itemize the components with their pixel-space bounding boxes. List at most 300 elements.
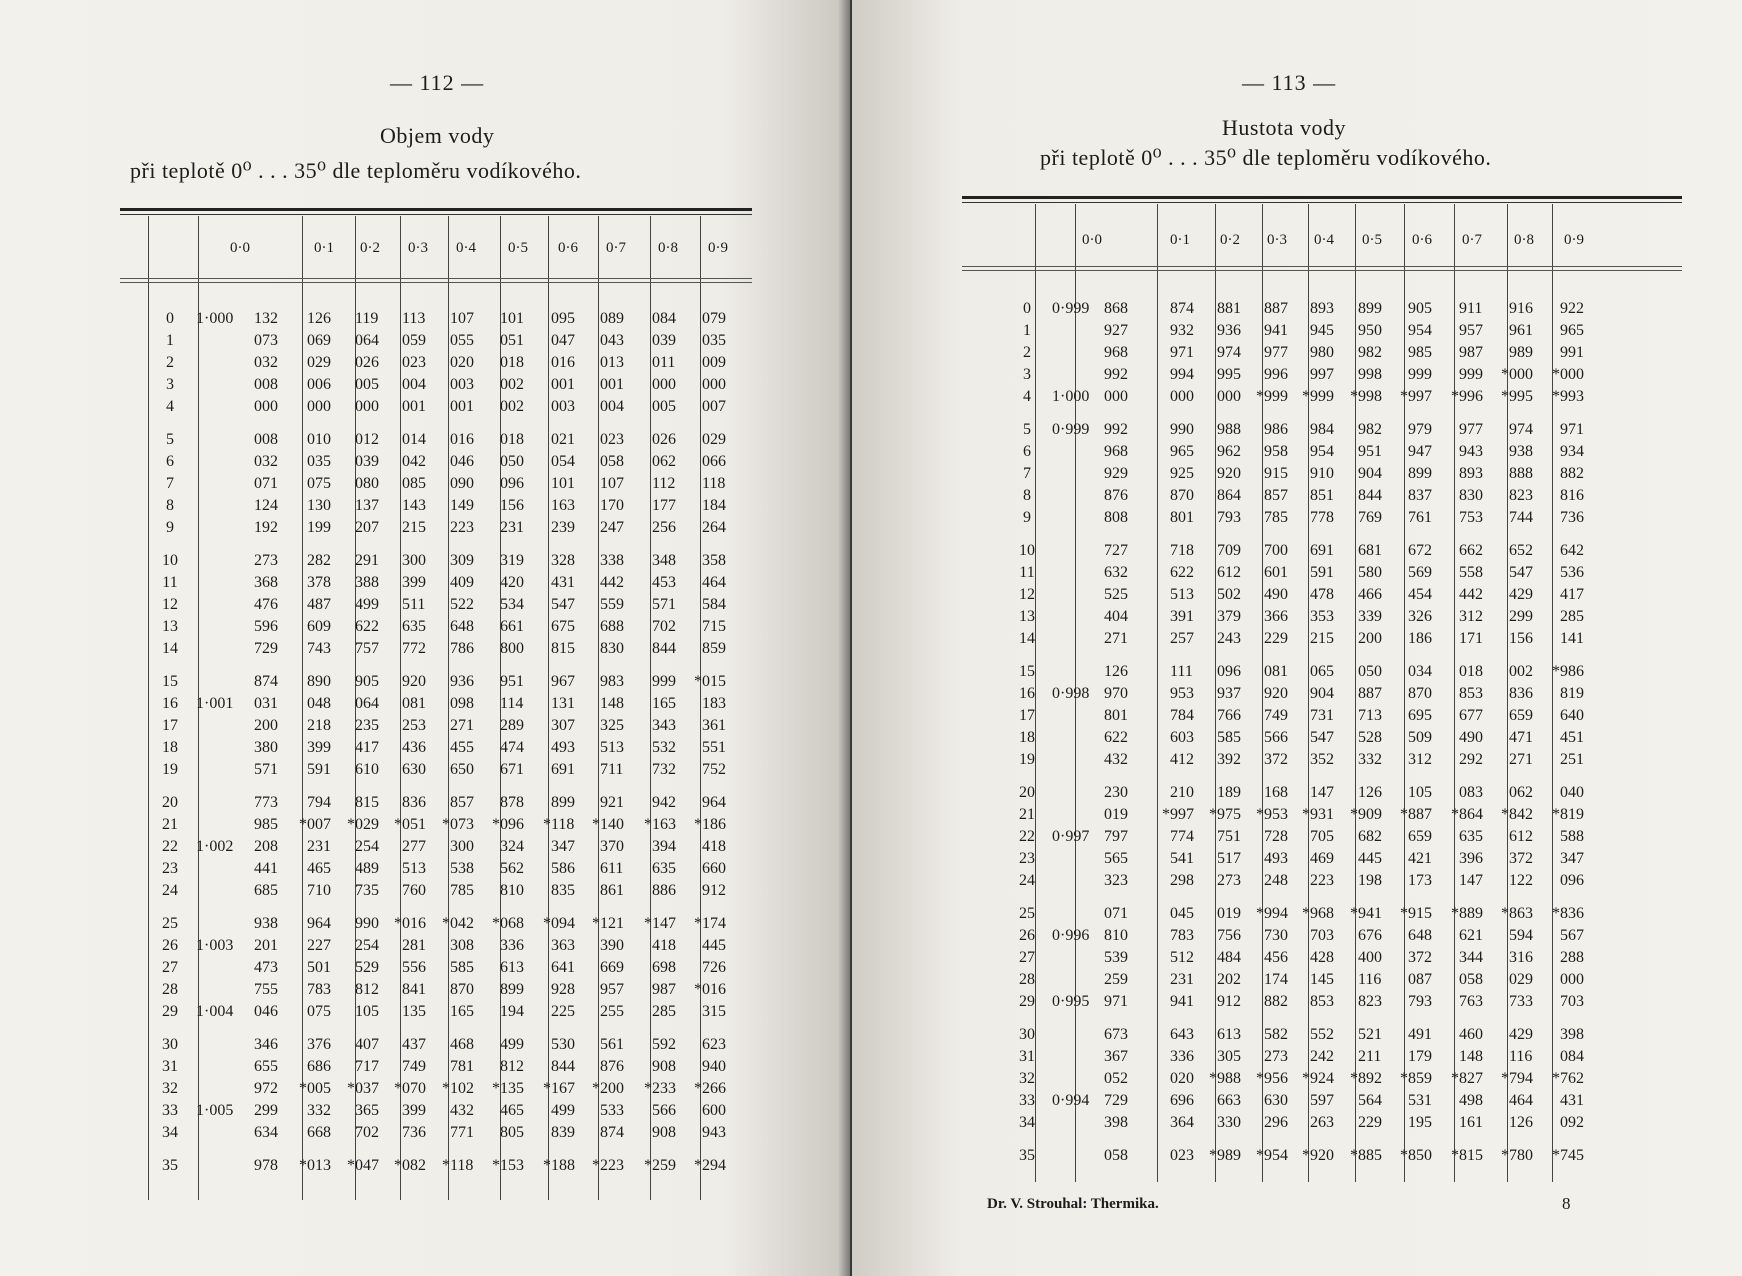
table-cell: 200 <box>1358 630 1382 647</box>
table-cell: 761 <box>1408 509 1432 526</box>
table-cell: 920 <box>1264 685 1288 702</box>
column-divider <box>400 216 401 1200</box>
table-cell: *047 <box>347 1157 379 1174</box>
table-cell: 844 <box>551 1058 575 1075</box>
table-cell: 312 <box>1459 608 1483 625</box>
table-cell: *931 <box>1302 806 1334 823</box>
table-cell: 876 <box>600 1058 624 1075</box>
table-cell: 999 <box>1408 366 1432 383</box>
table-cell: 453 <box>652 574 676 591</box>
table-cell: 783 <box>307 981 331 998</box>
table-cell: 623 <box>702 1036 726 1053</box>
table-cell: 592 <box>652 1036 676 1053</box>
table-cell: 211 <box>1358 1048 1382 1065</box>
left-page <box>0 0 850 1276</box>
header-divider <box>120 282 752 283</box>
table-cell: 254 <box>355 838 379 855</box>
table-cell: 594 <box>1509 927 1533 944</box>
table-cell: 749 <box>402 1058 426 1075</box>
table-cell: 571 <box>254 761 278 778</box>
table-cell: 528 <box>1358 729 1382 746</box>
table-cell: 147 <box>1310 784 1334 801</box>
column-header: 0·1 <box>1170 232 1190 248</box>
column-header: 0·4 <box>456 240 476 256</box>
table-cell: 870 <box>1170 487 1194 504</box>
table-cell: 075 <box>307 1003 331 1020</box>
table-cell: 000 <box>355 398 379 415</box>
table-cell: 451 <box>1560 729 1584 746</box>
table-cell: 940 <box>702 1058 726 1075</box>
table-cell: 591 <box>1310 564 1334 581</box>
table-cell: 016 <box>450 431 474 448</box>
table-cell: 064 <box>355 332 379 349</box>
table-cell: 530 <box>551 1036 575 1053</box>
table-cell: *920 <box>1302 1147 1334 1164</box>
table-cell: 912 <box>1217 993 1241 1010</box>
table-cell: 800 <box>500 640 524 657</box>
table-cell: 490 <box>1459 729 1483 746</box>
table-cell: 081 <box>402 695 426 712</box>
temperature-label: 4 <box>1023 388 1031 405</box>
table-cell: 023 <box>600 431 624 448</box>
table-cell: 841 <box>402 981 426 998</box>
temperature-label: 32 <box>1019 1070 1035 1087</box>
table-cell: 000 <box>307 398 331 415</box>
table-cell: 253 <box>402 717 426 734</box>
table-cell: 950 <box>1358 322 1382 339</box>
table-cell: 911 <box>1459 300 1483 317</box>
table-cell: *118 <box>442 1157 474 1174</box>
column-divider <box>1308 204 1309 1182</box>
table-cell: 032 <box>254 453 278 470</box>
table-cell: 534 <box>500 596 524 613</box>
column-divider <box>1262 204 1263 1182</box>
table-cell: 069 <box>307 332 331 349</box>
table-cell: 965 <box>1560 322 1584 339</box>
table-cell: *102 <box>442 1080 474 1097</box>
temperature-label: 19 <box>1019 751 1035 768</box>
table-cell: *745 <box>1552 1147 1584 1164</box>
table-cell: 305 <box>1217 1048 1241 1065</box>
right-page <box>852 0 1742 1276</box>
table-cell: 173 <box>1408 872 1432 889</box>
column-header: 0·7 <box>1462 232 1482 248</box>
table-cell: 635 <box>652 860 676 877</box>
table-cell: 242 <box>1310 1048 1334 1065</box>
table-cell: 887 <box>1264 300 1288 317</box>
table-cell: *924 <box>1302 1070 1334 1087</box>
top-rule <box>120 208 752 211</box>
table-cell: 819 <box>1560 685 1584 702</box>
table-cell: 815 <box>551 640 575 657</box>
table-cell: *013 <box>299 1157 331 1174</box>
table-cell: 442 <box>600 574 624 591</box>
table-cell: 347 <box>1560 850 1584 867</box>
table-cell: 752 <box>702 761 726 778</box>
table-cell: 090 <box>450 475 474 492</box>
temperature-label: 24 <box>1019 872 1035 889</box>
table-cell: 273 <box>1217 872 1241 889</box>
table-cell: 953 <box>1170 685 1194 702</box>
table-cell: 640 <box>1560 707 1584 724</box>
table-cell: 000 <box>1560 971 1584 988</box>
table-cell: *005 <box>299 1080 331 1097</box>
table-cell: 596 <box>254 618 278 635</box>
table-cell: 533 <box>600 1102 624 1119</box>
temperature-label: 33 <box>1019 1092 1035 1109</box>
integer-part: 1·001 <box>196 695 234 712</box>
temperature-label: 30 <box>1019 1026 1035 1043</box>
temperature-label: 35 <box>1019 1147 1035 1164</box>
temperature-label: 31 <box>162 1058 178 1075</box>
table-cell: 904 <box>1358 465 1382 482</box>
table-cell: 052 <box>1104 1070 1128 1087</box>
column-divider <box>448 216 449 1200</box>
column-header: 0·5 <box>508 240 528 256</box>
table-cell: 000 <box>652 376 676 393</box>
table-cell: 710 <box>307 882 331 899</box>
table-cell: 202 <box>1217 971 1241 988</box>
table-cell: 957 <box>600 981 624 998</box>
table-cell: 062 <box>652 453 676 470</box>
footer-author: Dr. V. Strouhal: Thermika. <box>987 1196 1159 1212</box>
table-cell: 471 <box>1509 729 1533 746</box>
table-cell: 165 <box>450 1003 474 1020</box>
table-cell: 659 <box>1509 707 1533 724</box>
table-cell: *956 <box>1256 1070 1288 1087</box>
table-cell: 421 <box>1408 850 1432 867</box>
table-cell: 223 <box>450 519 474 536</box>
table-cell: 961 <box>1509 322 1533 339</box>
table-cell: 992 <box>1104 366 1128 383</box>
page-number: — 113 — <box>1242 70 1337 95</box>
table-cell: 087 <box>1408 971 1432 988</box>
column-header: 0·2 <box>360 240 380 256</box>
table-cell: *015 <box>694 673 726 690</box>
table-cell: 998 <box>1358 366 1382 383</box>
table-cell: 700 <box>1264 542 1288 559</box>
table-cell: 728 <box>1264 828 1288 845</box>
table-cell: 691 <box>551 761 575 778</box>
table-cell: 254 <box>355 937 379 954</box>
table-cell: 730 <box>1264 927 1288 944</box>
table-cell: 141 <box>1560 630 1584 647</box>
table-cell: 784 <box>1170 707 1194 724</box>
table-cell: 773 <box>254 794 278 811</box>
table-cell: 066 <box>702 453 726 470</box>
table-cell: *993 <box>1552 388 1584 405</box>
table-cell: 938 <box>1509 443 1533 460</box>
table-cell: 691 <box>1310 542 1334 559</box>
table-cell: 613 <box>500 959 524 976</box>
table-cell: 143 <box>402 497 426 514</box>
table-cell: 002 <box>500 376 524 393</box>
table-cell: 805 <box>500 1124 524 1141</box>
table-cell: 920 <box>402 673 426 690</box>
table-cell: 029 <box>307 354 331 371</box>
column-header: 0·6 <box>1412 232 1432 248</box>
table-cell: *995 <box>1501 388 1533 405</box>
table-cell: 823 <box>1509 487 1533 504</box>
table-cell: 512 <box>1170 949 1194 966</box>
table-cell: *986 <box>1552 663 1584 680</box>
table-cell: 874 <box>254 673 278 690</box>
table-cell: 029 <box>702 431 726 448</box>
column-divider <box>1157 204 1158 1182</box>
table-cell: 445 <box>702 937 726 954</box>
table-cell: 882 <box>1560 465 1584 482</box>
table-cell: 772 <box>402 640 426 657</box>
table-cell: 229 <box>1358 1114 1382 1131</box>
integer-part: 0·995 <box>1052 993 1090 1010</box>
table-cell: *233 <box>644 1080 676 1097</box>
table-cell: 801 <box>1104 707 1128 724</box>
table-cell: 695 <box>1408 707 1432 724</box>
table-cell: 971 <box>1170 344 1194 361</box>
table-cell: 326 <box>1408 608 1432 625</box>
table-cell: 409 <box>450 574 474 591</box>
table-cell: 755 <box>254 981 278 998</box>
table-cell: 391 <box>1170 608 1194 625</box>
table-cell: 054 <box>551 453 575 470</box>
temperature-label: 23 <box>1019 850 1035 867</box>
table-cell: 702 <box>355 1124 379 1141</box>
table-cell: *819 <box>1552 806 1584 823</box>
integer-part: 0·998 <box>1052 685 1090 702</box>
table-cell: 300 <box>450 838 474 855</box>
table-cell: 001 <box>600 376 624 393</box>
table-cell: 096 <box>1217 663 1241 680</box>
table-cell: 836 <box>402 794 426 811</box>
top-rule <box>962 196 1682 199</box>
temperature-label: 9 <box>166 519 174 536</box>
table-cell: 934 <box>1560 443 1584 460</box>
temperature-label: 21 <box>1019 806 1035 823</box>
table-cell: *762 <box>1552 1070 1584 1087</box>
table-cell: 970 <box>1104 685 1128 702</box>
table-cell: 630 <box>402 761 426 778</box>
table-cell: 010 <box>307 431 331 448</box>
table-cell: *118 <box>543 816 575 833</box>
table-cell: 039 <box>652 332 676 349</box>
table-cell: 851 <box>1310 487 1334 504</box>
table-cell: 264 <box>702 519 726 536</box>
table-cell: 642 <box>1560 542 1584 559</box>
table-cell: 113 <box>402 310 426 327</box>
table-cell: 487 <box>307 596 331 613</box>
table-cell: 315 <box>702 1003 726 1020</box>
temperature-label: 22 <box>1019 828 1035 845</box>
table-cell: *780 <box>1501 1147 1533 1164</box>
table-cell: 456 <box>1264 949 1288 966</box>
table-cell: 705 <box>1310 828 1334 845</box>
table-cell: 662 <box>1459 542 1483 559</box>
table-cell: 186 <box>1408 630 1432 647</box>
table-cell: 307 <box>551 717 575 734</box>
table-cell: 332 <box>307 1102 331 1119</box>
table-cell: 585 <box>1217 729 1241 746</box>
table-cell: *070 <box>394 1080 426 1097</box>
table-cell: *999 <box>1302 388 1334 405</box>
table-cell: 936 <box>450 673 474 690</box>
table-cell: 239 <box>551 519 575 536</box>
table-cell: 230 <box>1104 784 1128 801</box>
table-cell: 982 <box>1358 421 1382 438</box>
temperature-label: 35 <box>162 1157 178 1174</box>
temperature-label: 4 <box>166 398 174 415</box>
table-cell: 107 <box>600 475 624 492</box>
table-cell: *988 <box>1209 1070 1241 1087</box>
table-cell: 783 <box>1170 927 1194 944</box>
table-cell: *998 <box>1350 388 1382 405</box>
table-cell: 227 <box>307 937 331 954</box>
column-header: 0·0 <box>1082 232 1102 248</box>
temperature-label: 5 <box>166 431 174 448</box>
column-header: 0·9 <box>1564 232 1584 248</box>
table-cell: *094 <box>543 915 575 932</box>
table-cell: 080 <box>355 475 379 492</box>
table-cell: 029 <box>1509 971 1533 988</box>
table-cell: 035 <box>307 453 331 470</box>
temperature-label: 13 <box>1019 608 1035 625</box>
table-cell: 735 <box>355 882 379 899</box>
table-cell: 011 <box>652 354 676 371</box>
table-cell: 729 <box>1104 1092 1128 1109</box>
table-cell: 997 <box>1310 366 1334 383</box>
table-cell: 043 <box>600 332 624 349</box>
table-subtitle: při teplotě 0⁰ . . . 35⁰ dle teploměru vodíkového. <box>130 158 582 183</box>
table-cell: 622 <box>1170 564 1194 581</box>
table-cell: 003 <box>551 398 575 415</box>
table-cell: 372 <box>1264 751 1288 768</box>
table-cell: 797 <box>1104 828 1128 845</box>
table-cell: 878 <box>500 794 524 811</box>
column-header: 0·6 <box>558 240 578 256</box>
table-cell: 736 <box>402 1124 426 1141</box>
integer-part: 1·000 <box>196 310 234 327</box>
table-cell: 291 <box>355 552 379 569</box>
table-cell: 096 <box>500 475 524 492</box>
table-cell: 210 <box>1170 784 1194 801</box>
table-cell: 974 <box>1217 344 1241 361</box>
table-cell: 048 <box>307 695 331 712</box>
table-cell: 468 <box>450 1036 474 1053</box>
table-cell: 727 <box>1104 542 1128 559</box>
table-cell: 045 <box>1170 905 1194 922</box>
temperature-label: 1 <box>1023 322 1031 339</box>
table-cell: 905 <box>355 673 379 690</box>
table-cell: 380 <box>254 739 278 756</box>
temperature-label: 20 <box>1019 784 1035 801</box>
table-cell: 635 <box>1459 828 1483 845</box>
table-cell: 412 <box>1170 751 1194 768</box>
table-cell: 437 <box>402 1036 426 1053</box>
table-cell: *827 <box>1451 1070 1483 1087</box>
table-cell: 501 <box>307 959 331 976</box>
table-cell: 328 <box>551 552 575 569</box>
table-cell: 977 <box>1264 344 1288 361</box>
table-cell: 051 <box>500 332 524 349</box>
table-cell: 285 <box>1560 608 1584 625</box>
table-cell: 114 <box>500 695 524 712</box>
table-cell: 309 <box>450 552 474 569</box>
table-cell: 464 <box>702 574 726 591</box>
table-cell: 436 <box>402 739 426 756</box>
table-cell: 610 <box>355 761 379 778</box>
table-cell: 603 <box>1170 729 1194 746</box>
table-cell: *294 <box>694 1157 726 1174</box>
table-cell: 050 <box>1358 663 1382 680</box>
table-cell: 974 <box>1509 421 1533 438</box>
table-cell: 194 <box>500 1003 524 1020</box>
table-cell: 726 <box>702 959 726 976</box>
table-cell: *259 <box>644 1157 676 1174</box>
table-cell: 390 <box>600 937 624 954</box>
table-cell: 732 <box>652 761 676 778</box>
table-cell: 271 <box>1509 751 1533 768</box>
table-cell: 032 <box>254 354 278 371</box>
table-cell: 161 <box>1459 1114 1483 1131</box>
table-cell: 235 <box>355 717 379 734</box>
table-cell: 118 <box>702 475 726 492</box>
temperature-label: 21 <box>162 816 178 833</box>
table-cell: 957 <box>1459 322 1483 339</box>
table-cell: 971 <box>1104 993 1128 1010</box>
table-cell: 101 <box>551 475 575 492</box>
table-cell: 749 <box>1264 707 1288 724</box>
table-cell: 047 <box>551 332 575 349</box>
table-cell: *863 <box>1501 905 1533 922</box>
table-cell: 547 <box>551 596 575 613</box>
table-cell: 731 <box>1310 707 1334 724</box>
table-cell: 431 <box>551 574 575 591</box>
column-header: 0·0 <box>230 240 250 256</box>
temperature-label: 20 <box>162 794 178 811</box>
table-cell: 398 <box>1560 1026 1584 1043</box>
table-cell: 498 <box>1459 1092 1483 1109</box>
table-cell: 339 <box>1358 608 1382 625</box>
table-cell: 676 <box>1358 927 1382 944</box>
temperature-label: 28 <box>162 981 178 998</box>
table-cell: 116 <box>1358 971 1382 988</box>
table-cell: 547 <box>1310 729 1334 746</box>
table-cell: 361 <box>702 717 726 734</box>
table-cell: 612 <box>1509 828 1533 845</box>
table-cell: 418 <box>652 937 676 954</box>
temperature-label: 25 <box>162 915 178 932</box>
table-cell: 229 <box>1264 630 1288 647</box>
table-cell: 003 <box>450 376 474 393</box>
table-cell: 643 <box>1170 1026 1194 1043</box>
table-cell: 298 <box>1170 872 1194 889</box>
table-cell: 092 <box>1560 1114 1584 1131</box>
column-divider <box>650 216 651 1200</box>
table-cell: 124 <box>254 497 278 514</box>
table-cell: 263 <box>1310 1114 1334 1131</box>
table-cell: 126 <box>1358 784 1382 801</box>
table-cell: 696 <box>1170 1092 1194 1109</box>
table-cell: 630 <box>1264 1092 1288 1109</box>
table-cell: 650 <box>450 761 474 778</box>
table-cell: 105 <box>355 1003 379 1020</box>
table-cell: 529 <box>355 959 379 976</box>
temperature-label: 14 <box>1019 630 1035 647</box>
temperature-label: 16 <box>1019 685 1035 702</box>
table-cell: 899 <box>1408 465 1432 482</box>
table-cell: 429 <box>1509 1026 1533 1043</box>
temperature-label: 32 <box>162 1080 178 1097</box>
table-cell: 861 <box>600 882 624 899</box>
